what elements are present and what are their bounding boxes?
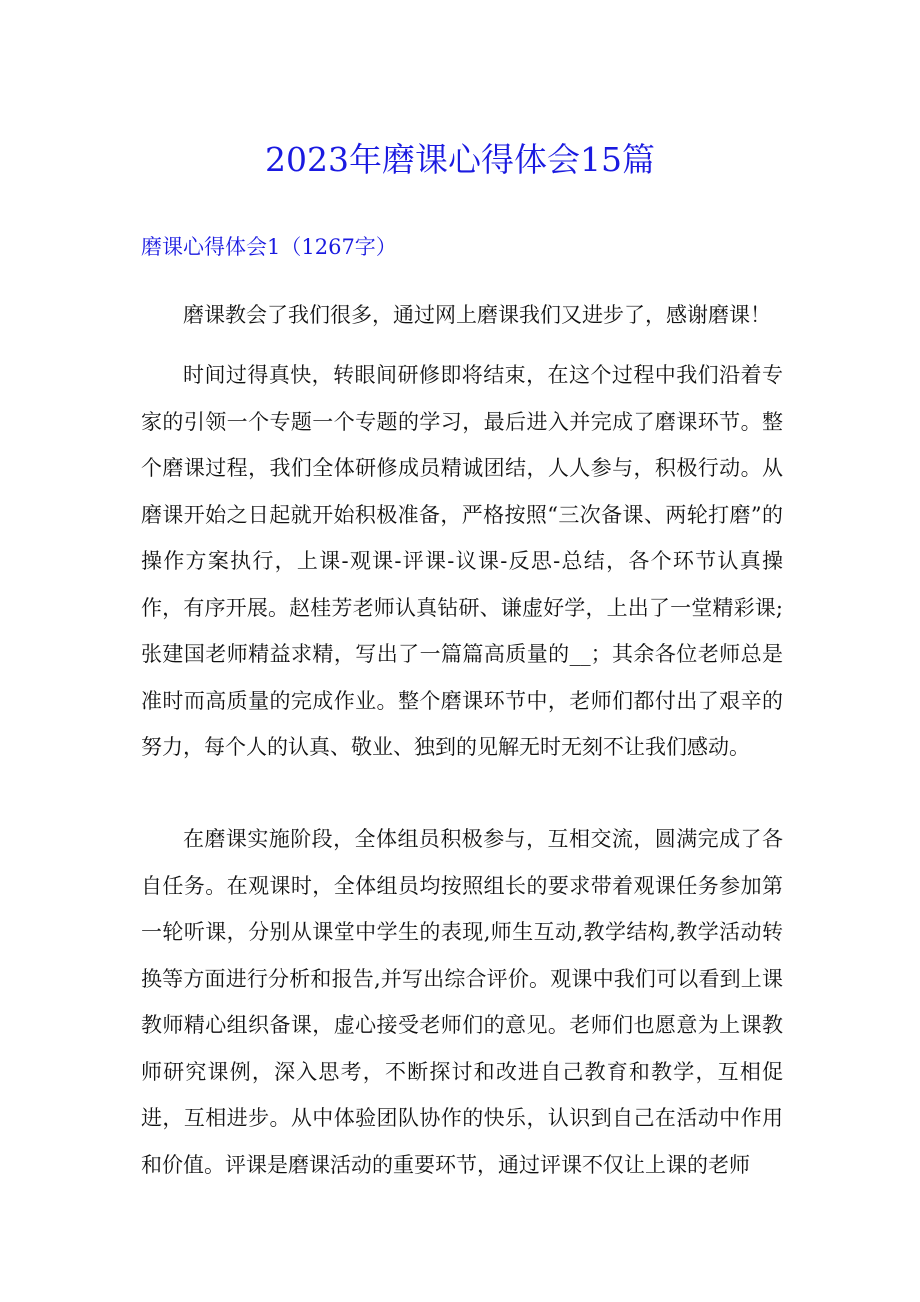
paragraph-2: 时间过得真快，转眼间研修即将结束，在这个过程中我们沿着专家的引领一个专题一个专题的学习，最后进入并完成了磨课环节。整个磨课过程，我们全体研修成员精诚团结，人人参与，积极行动。从磨课开始之日起就开始积极准备，严格按照“三次备课、两轮打磨”的操作方案执行，上课-观课-评课-议课-反思-总结，各个环节认真操作，有序开展。赵桂芳老师认真钻研、谦虚好学，上出了一堂精彩课;张建国老师精益求精，写出了一篇篇高质量的__；其余各位老师总是准时而高质量的完成作业。整个磨课环节中，老师们都付出了艰辛的努力，每个人的认真、敬业、独到的见解无时无刻不让我们感动。 bbox=[141, 363, 783, 759]
paragraph-3: 在磨课实施阶段，全体组员积极参与，互相交流，圆满完成了各自任务。在观课时，全体组员均按照组长的要求带着观课任务参加第一轮听课，分别从课堂中学生的表现,师生互动,教学结构,教学活动转换等方面进行分析和报告,并写出综合评价。观课中我们可以看到上课教师精心组织备课，虚心接受老师们的意见。老师们也愿意为上课教师研究课例，深入思考，不断探讨和改进自己教育和教学，互相促进，互相进步。从中体验团队协作的快乐，认识到自己在活动中作用和价值。评课是磨课活动的重要环节，通过评课不仅让上课的老师 bbox=[141, 827, 783, 1177]
document-title: 2023年磨课心得体会15篇 bbox=[265, 140, 655, 179]
paragraph-1: 磨课教会了我们很多，通过网上磨课我们又进步了，感谢磨课！ bbox=[183, 303, 771, 327]
section-heading: 磨课心得体会1（1267字） bbox=[141, 235, 397, 259]
